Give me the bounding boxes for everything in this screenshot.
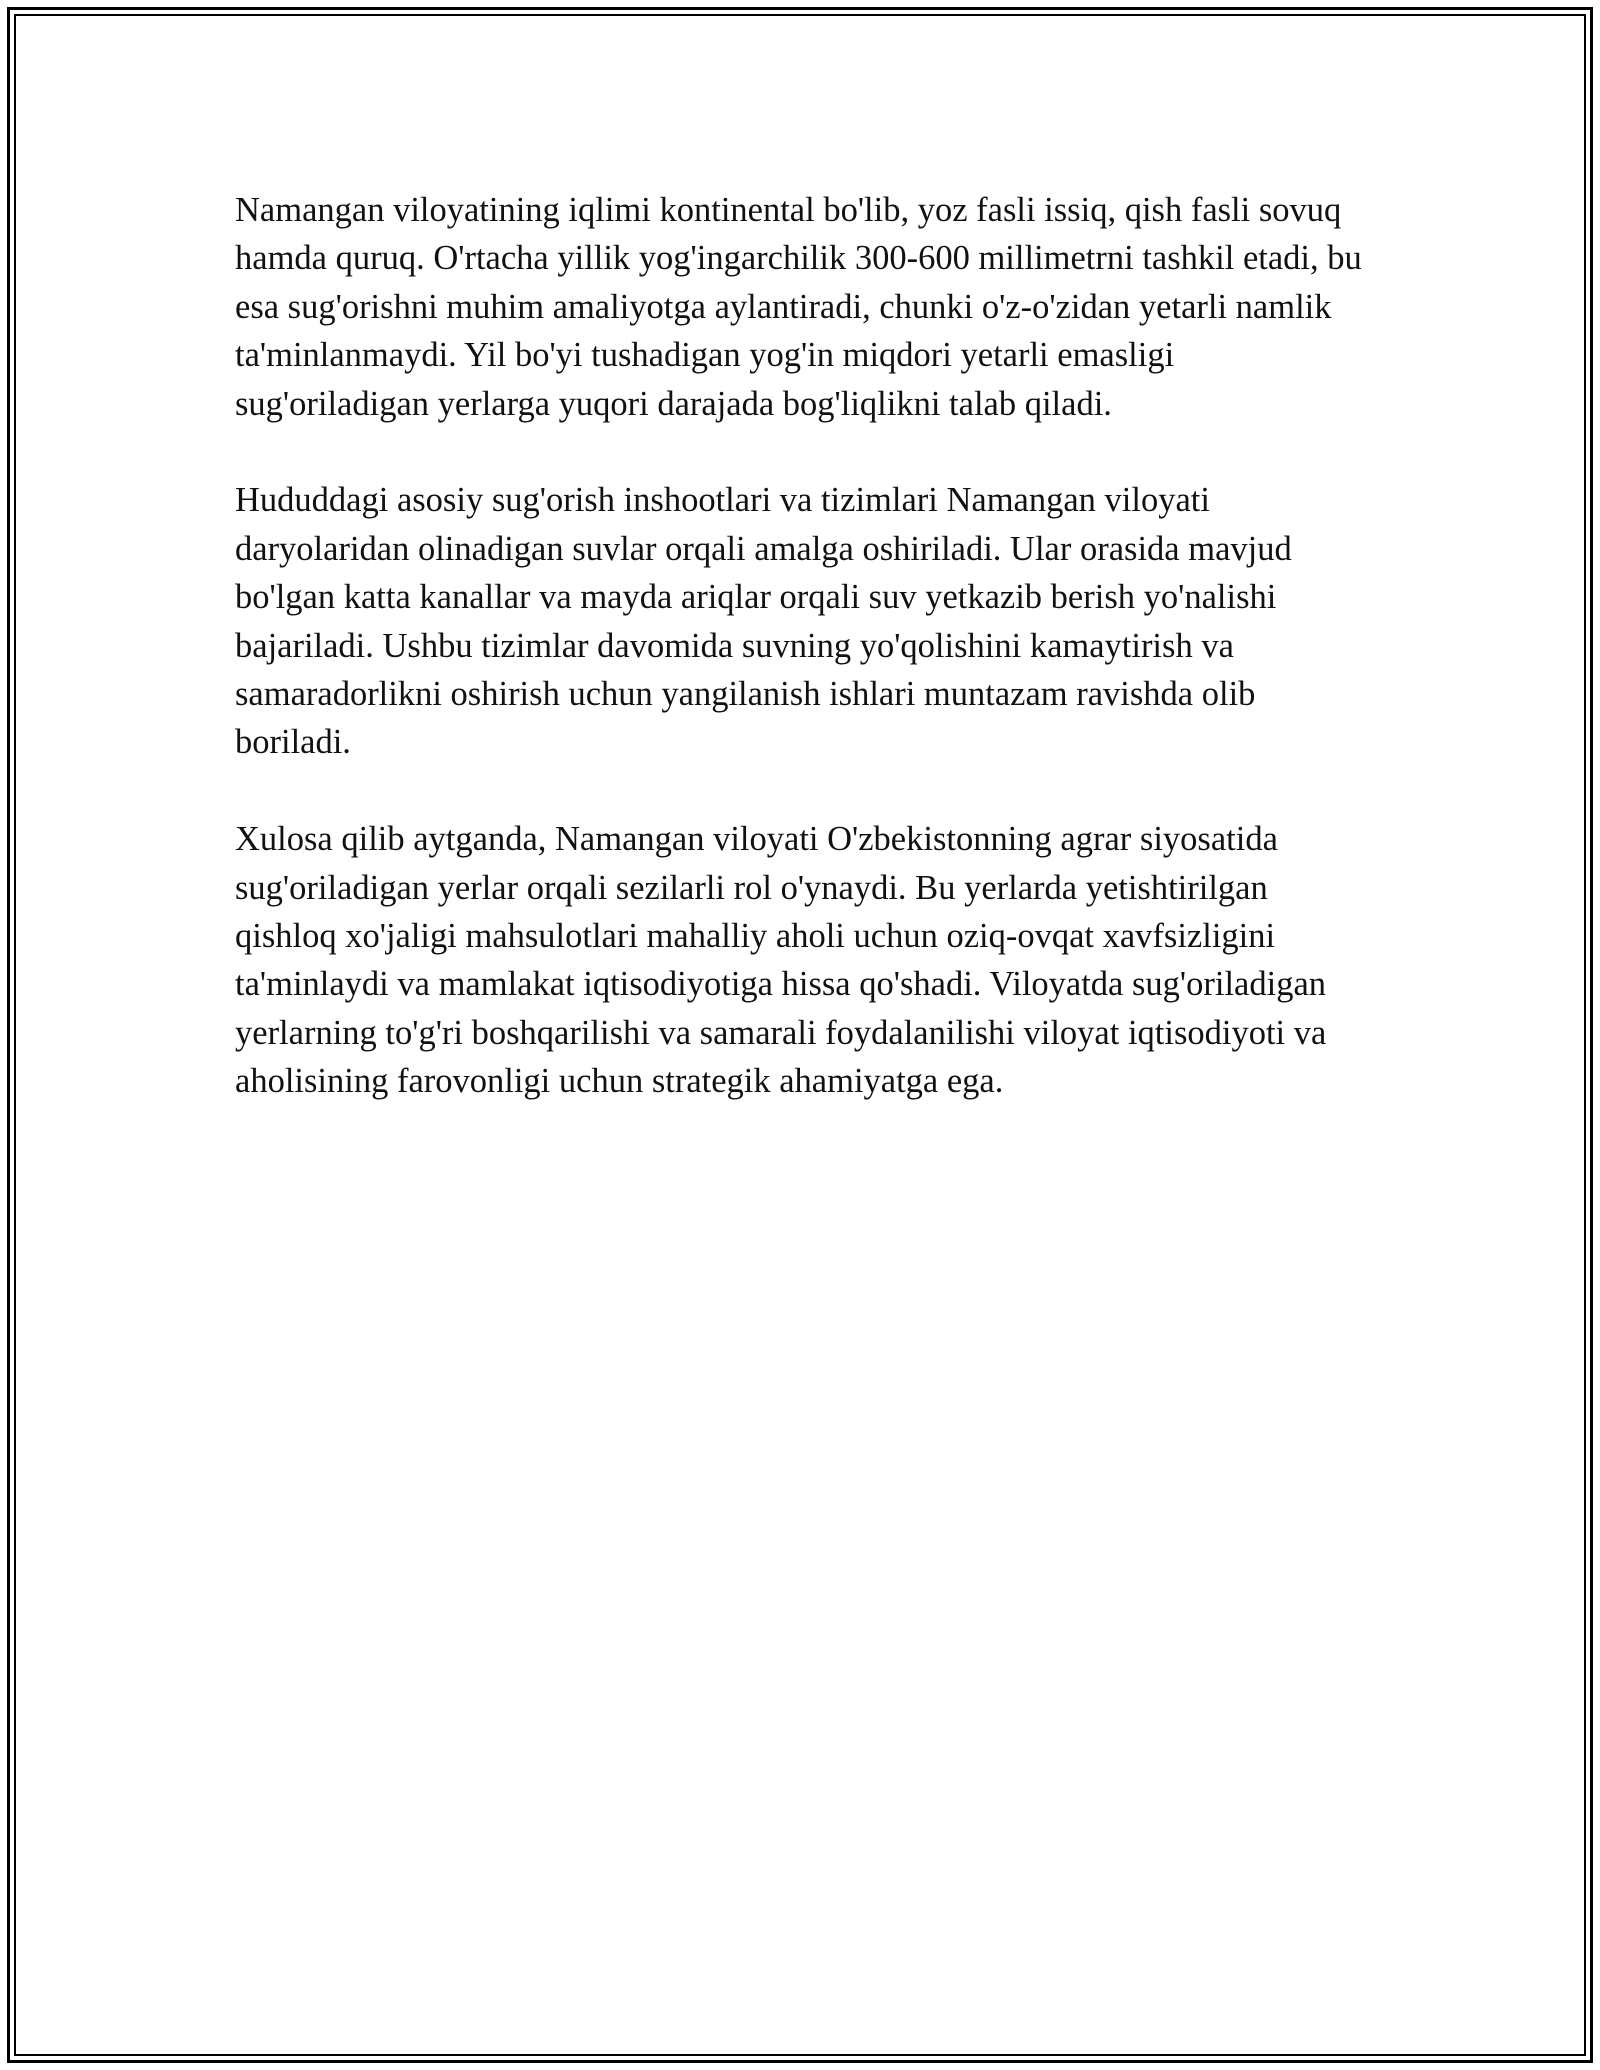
document-body bbox=[235, 186, 1365, 1154]
paragraph-climate: Namangan viloyatining iqlimi kontinental bo'lib, yoz fasli issiq, qish fasli sovuq hamda quruq. O'rtacha yillik yog'ingarchilik 300-600 millimetrni tashkil etadi, bu esa sug'orishni muhim amaliyotga aylantiradi, chunki o'z-o'zidan yetarli namlik ta'minlanmaydi. Yil bo'yi tushadigan yog'in miqdori yetarli emasligi sug'oriladigan yerlarga yuqori darajada bog'liqlikni talab qiladi. bbox=[235, 191, 1362, 423]
paragraph-irrigation-systems: Hududdagi asosiy sug'orish inshootlari va tizimlari Namangan viloyati daryolaridan olinadigan suvlar orqali amalga oshiriladi. Ular orasida mavjud bo'lgan katta kanallar va mayda ariqlar orqali suv yetkazib berish yo'nalishi bajariladi. Ushbu tizimlar davomida suvning yo'qolishini kamaytirish va samaradorlikni oshirish uchun yangilanish ishlari muntazam ravishda olib boriladi. bbox=[235, 481, 1292, 762]
paragraph-conclusion: Xulosa qilib aytganda, Namangan viloyati O'zbekistonning agrar siyosatida sug'oriladigan yerlar orqali sezilarli rol o'ynaydi. Bu yerlarda yetishtirilgan qishloq xo'jaligi mahsulotlari mahalliy aholi uchun oziq-ovqat xavfsizligini ta'minlaydi va mamlakat iqtisodiyotiga hissa qo'shadi. Viloyatda sug'oriladigan yerlarning to'g'ri boshqarilishi va samarali foydalanilishi viloyat iqtisodiyoti va aholisining farovonligi uchun strategik ahamiyatga ega. bbox=[235, 820, 1327, 1101]
